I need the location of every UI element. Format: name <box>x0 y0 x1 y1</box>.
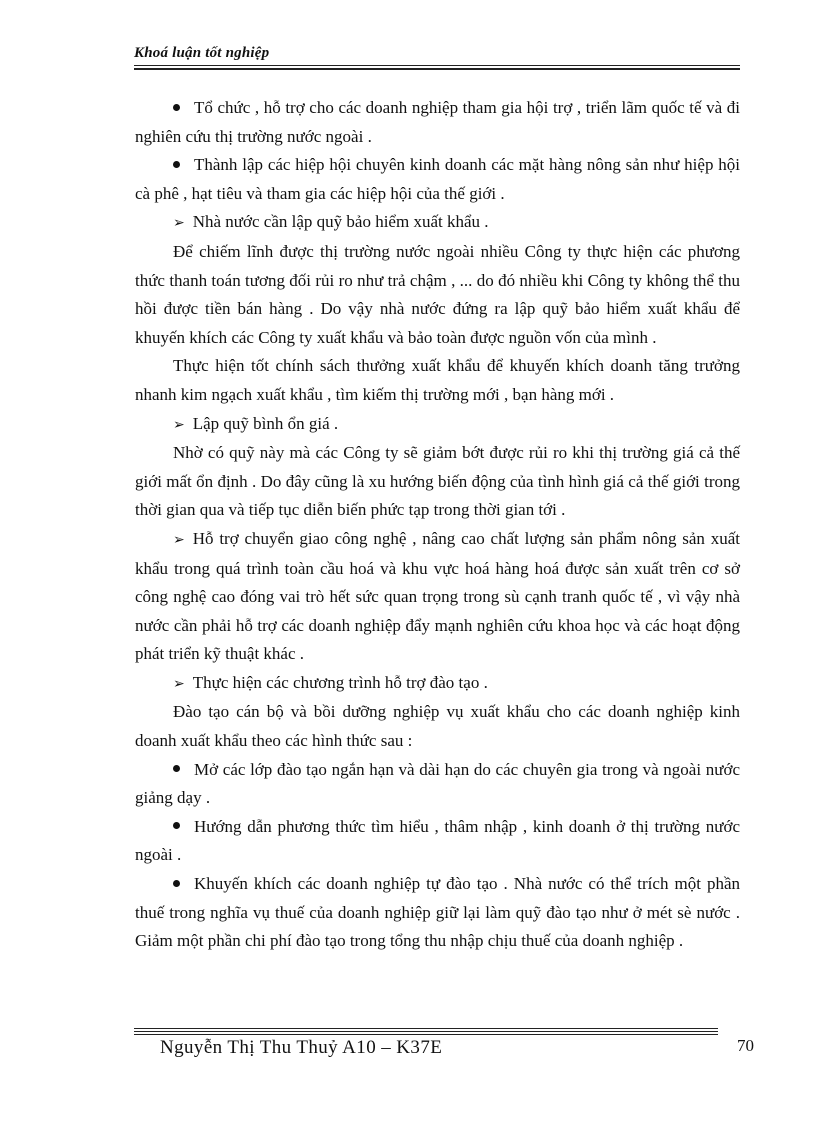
footer-author: Nguyễn Thị Thu Thuỷ A10 – K37E <box>160 1037 443 1058</box>
paragraph-arrow: ➢ Hỗ trợ chuyển giao công nghệ , nâng cao chất lượng sản phẩm nông sản xuất khẩu trong quá trình toàn cầu hoá và khu vực hoá hàng hoá được sản xuất trên cơ sở công nghệ cao đóng vai trò hết sức quan trọng trong sù cạnh tranh quốc tế , vì vậy nhà nước cần phải hỗ trợ các doanh nghiệp đẩy mạnh nghiên cứu khoa học và các hoạt động phát triển kỹ thuật khác . <box>135 525 740 669</box>
arrow-bullet-icon: ➢ <box>173 416 185 433</box>
paragraph-bullet: Hướng dẫn phương thức tìm hiểu , thâm nhập , kinh doanh ở thị trường nước ngoài . <box>135 816 740 865</box>
paragraph-bullet: Tổ chức , hỗ trợ cho các doanh nghiệp tham gia hội trợ , triển lãm quốc tế và đi nghiên cứu thị trường nước ngoài . <box>135 98 740 146</box>
bullet-icon <box>173 161 180 168</box>
paragraph: Thực hiện tốt chính sách thưởng xuất khẩu để khuyến khích doanh tăng trưởng nhanh kim ngạch xuất khẩu , tìm kiếm thị trường mới , bạn hàng mới . <box>135 356 740 404</box>
page-number: 70 <box>737 1036 754 1055</box>
bullet-icon <box>173 104 180 111</box>
header-rule-top <box>134 65 740 66</box>
header-rule-bottom <box>134 68 740 70</box>
paragraph-bullet: Khuyến khích các doanh nghiệp tự đào tạo . Nhà nước có thể trích một phần thuế trong nghĩa vụ thuế của doanh nghiệp giữ lại làm quỹ đào tạo như ở mét sè nước . Giảm một phần chi phí đào tạo trong tổng thu nhập chịu thuế của doanh nghiệp . <box>135 874 740 951</box>
paragraph-arrow: ➢ Lập quỹ bình ổn giá . <box>135 410 740 440</box>
arrow-bullet-icon: ➢ <box>173 215 185 232</box>
bullet-icon <box>173 822 180 829</box>
paragraph-bullet: Thành lập các hiệp hội chuyên kinh doanh các mặt hàng nông sản như hiệp hội cà phê , hạt tiêu và tham gia các hiệp hội của thế giới . <box>135 155 740 203</box>
header-title: Khoá luận tốt nghiệp <box>134 45 270 61</box>
paragraph: Nhờ có quỹ này mà các Công ty sẽ giảm bớt được rủi ro khi thị trường giá cả thế giới mất ổn định . Do đây cũng là xu hướng biến động của tình hình giá cả thế giới trong thời gian qua và tiếp tục diễn biến phức tạp trong thời gian tới . <box>135 443 740 520</box>
arrow-bullet-icon: ➢ <box>173 531 185 548</box>
paragraph-bullet: Mở các lớp đào tạo ngắn hạn và dài hạn do các chuyên gia trong và ngoài nước giảng dạy . <box>135 759 740 808</box>
arrow-bullet-icon: ➢ <box>173 675 185 692</box>
paragraph-arrow: ➢ Thực hiện các chương trình hỗ trợ đào tạo . <box>135 669 740 699</box>
bullet-icon <box>173 765 180 772</box>
page-header <box>134 44 740 62</box>
paragraph: Để chiếm lĩnh được thị trường nước ngoài nhiều Công ty thực hiện các phương thức thanh toán tương đối rủi ro như trả chậm , ... do đó nhiều khi Công ty không thể thu hồi được tiền bán hàng . Do vậy nhà nước đứng ra lập quỹ bảo hiểm xuất khẩu để khuyến khích các Công ty xuất khẩu và bảo toàn được nguồn vốn của mình . <box>135 241 740 347</box>
paragraph: Đào tạo cán bộ và bồi dưỡng nghiệp vụ xuất khẩu cho các doanh nghiệp kinh doanh xuất khẩu theo các hình thức sau : <box>135 702 740 751</box>
paragraph-arrow: ➢ Nhà nước cần lập quỹ bảo hiểm xuất khẩu . <box>135 208 740 238</box>
document-body <box>135 94 740 956</box>
bullet-icon <box>173 880 180 887</box>
